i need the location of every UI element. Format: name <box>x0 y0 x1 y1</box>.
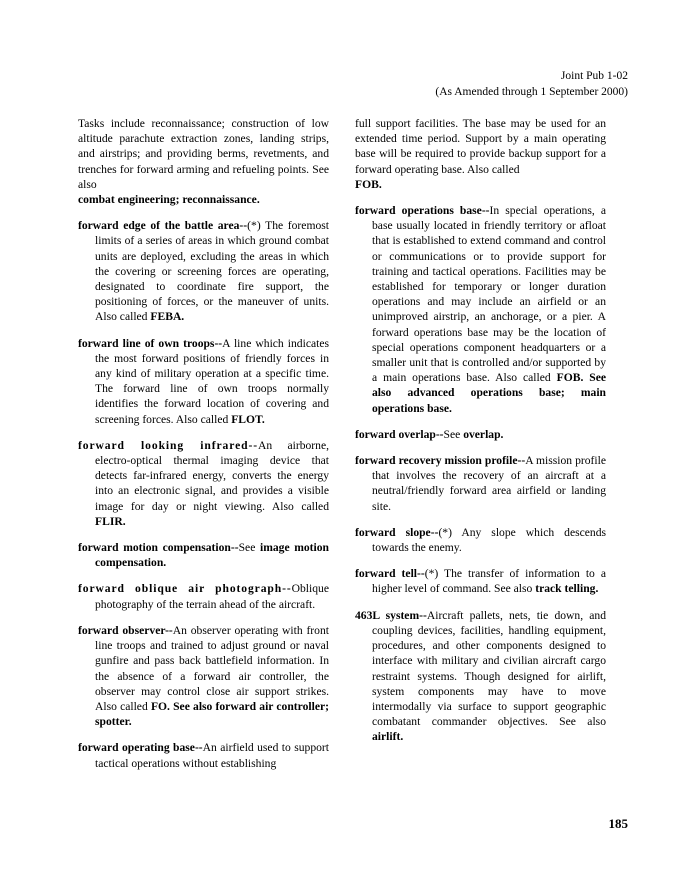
dictionary-entry <box>78 438 329 529</box>
entry-text: (*) The transfer of information to a higher level of command. See also <box>372 567 606 596</box>
entry-text: Aircraft pallets, nets, tie down, and coupling devices, facilities, handling equipment, procedures, and other components designed to interface with military and civilian aircraft cargo restraint systems. Though designed for airlift, system components may have to move intermodally via surface to support geographic combatant commander objectives. See also <box>372 608 606 729</box>
entry-term: forward edge of the battle area-- <box>78 219 248 233</box>
dictionary-entry <box>355 453 606 514</box>
entry-text: An airfield used to support tactical operations without establishing <box>95 741 329 770</box>
dictionary-entry <box>78 336 329 427</box>
entry-term: forward slope-- <box>355 525 439 539</box>
entry-bold-tail: track telling. <box>535 582 599 596</box>
dictionary-entry <box>355 427 606 442</box>
entry-bold-tail: FOB. See also advanced operations base; main operations base. <box>372 371 607 415</box>
entry-term: forward looking infrared-- <box>78 438 259 452</box>
entry-text: Oblique photography of the terrain ahead of the aircraft. <box>95 582 329 611</box>
entry-text: Tasks include reconnaissance; construction of low altitude parachute extraction zones, landing strips, and airstrips; and providing berms, revetments, and trenches for forward arming and refueling points. See also <box>78 117 329 191</box>
page-header <box>435 68 628 100</box>
left-column <box>78 116 329 782</box>
header-amendment-date: (As Amended through 1 September 2000) <box>435 86 628 98</box>
entry-term: forward line of own troops-- <box>78 336 223 350</box>
entry-text: See <box>443 427 464 441</box>
entry-text: A mission profile that involves the recovery of an aircraft at a neutral/friendly forward area airfield or landing site. <box>372 454 606 513</box>
entry-term: 463L system-- <box>355 608 427 622</box>
dictionary-entry <box>355 566 606 596</box>
dictionary-entry <box>78 623 329 729</box>
entry-bold-tail: FLIR. <box>95 514 126 528</box>
header-publication-title: Joint Pub 1-02 <box>560 70 628 82</box>
entry-text: A line which indicates the most forward positions of friendly forces in any kind of military operation at a specific time. The forward line of own troops normally identifies the forward location of covering and screening forces. Also called <box>95 336 329 426</box>
entry-bold-tail: FOB. <box>355 177 382 191</box>
entry-bold-tail: image motion compensation. <box>95 541 329 570</box>
dictionary-entry <box>78 740 329 770</box>
entry-text: (*) The foremost limits of a series of areas in which ground combat units are deployed, excluding the areas in which the covering or screening forces are operating, designated to coordinate fire support, the positioning of forces, or the maneuver of units. Also called <box>95 219 329 324</box>
entry-term: forward tell-- <box>355 567 425 581</box>
entry-bold-tail: FO. See also forward air controller; spotter. <box>95 699 329 729</box>
right-column <box>355 116 606 782</box>
entry-text: See <box>238 541 260 555</box>
entry-text: An airborne, electro-optical thermal imaging device that detects far-infrared energy, converts the energy into an electronic signal, and provides a visible image for day or night viewing. Also called <box>95 438 330 513</box>
dictionary-entry <box>355 203 606 416</box>
page-number: 185 <box>608 816 628 831</box>
entry-text: (*) Any slope which descends towards the enemy. <box>372 525 606 555</box>
two-column-body <box>78 116 606 782</box>
entry-bold-tail: overlap. <box>463 427 504 441</box>
entry-term: forward motion compensation-- <box>78 541 239 555</box>
entry-text: An observer operating with front line troops and trained to adjust ground or naval gunfire and pass back battlefield information. In the absence of a forward air controller, the observer may control close air support strikes. Also called <box>95 623 329 713</box>
dictionary-entry <box>355 116 606 192</box>
dictionary-entry <box>78 540 329 570</box>
entry-term: forward oblique air photograph-- <box>78 582 292 596</box>
entry-term: forward operating base-- <box>78 741 203 755</box>
entry-term: forward observer-- <box>78 623 173 637</box>
entry-text: full support facilities. The base may be used for an extended time period. Support by a main operating base will be required to provide backup support for a forward operating base. Also called <box>355 117 606 176</box>
entry-term: forward overlap-- <box>355 427 444 441</box>
entry-term: forward operations base-- <box>355 204 490 218</box>
dictionary-entry <box>78 581 329 611</box>
entry-bold-tail: airlift. <box>372 730 404 744</box>
entry-bold-tail: FLOT. <box>231 412 265 426</box>
dictionary-entry <box>355 525 606 555</box>
entry-term: forward recovery mission profile-- <box>355 454 526 468</box>
entry-bold-tail: combat engineering; reconnaissance. <box>78 193 260 207</box>
dictionary-entry <box>78 218 329 324</box>
dictionary-entry <box>78 116 329 207</box>
dictionary-entry <box>355 608 606 745</box>
entry-text: In special operations, a base usually located in friendly territory or afloat that is established to extend command and control or communications or to provide support for training and tactical operations. Facilities may be established for temporary or longer duration operations and may include an airfield or an unimproved airstrip, an anchorage, or a pier. A forward operations base may be the location of special operations component headquarters or a smaller unit that is controlled and/or supported by a main operations base. Also called <box>372 204 606 385</box>
entry-bold-tail: FEBA. <box>150 310 185 324</box>
